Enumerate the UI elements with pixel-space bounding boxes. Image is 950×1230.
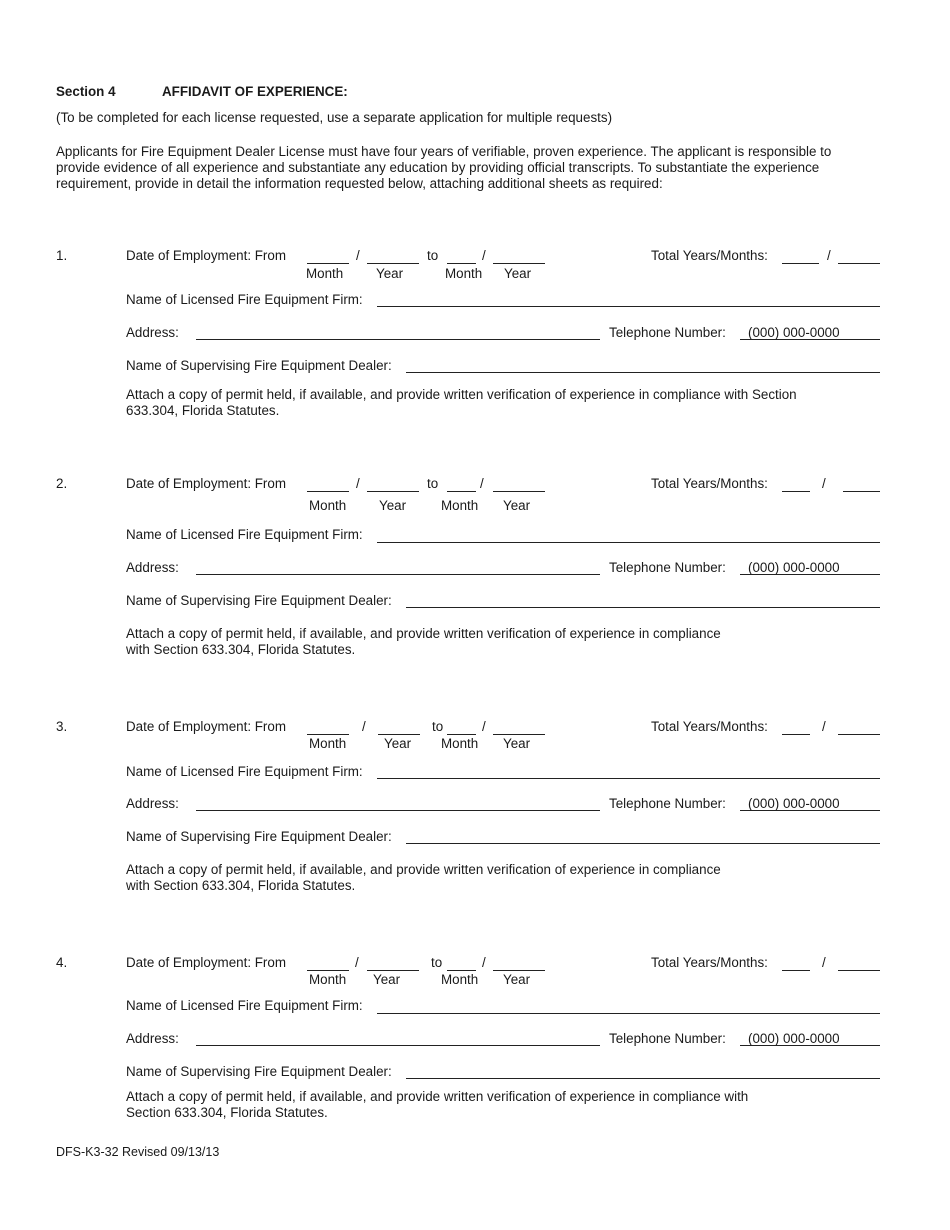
total-months-field[interactable] — [838, 263, 880, 264]
to-year-field[interactable] — [493, 491, 545, 492]
firm-label: Name of Licensed Fire Equipment Firm: — [126, 527, 363, 542]
dealer-name-field[interactable] — [406, 607, 880, 608]
entry-number: 2. — [56, 476, 68, 491]
address-field[interactable] — [196, 1045, 600, 1046]
year-caption: Year — [379, 498, 407, 513]
firm-name-field[interactable] — [377, 542, 880, 543]
from-month-field[interactable] — [307, 970, 349, 971]
year-caption: Year — [503, 498, 531, 513]
telephone-underline — [740, 574, 880, 575]
telephone-label: Telephone Number: — [609, 796, 726, 811]
telephone-underline — [740, 1045, 880, 1046]
intro-paragraph: Applicants for Fire Equipment Dealer License must have four years of verifiable, proven experience. The applicant is responsible to provide evidence of all experience and substantiate any education by providing official transcripts. To substantiate the experience requirement, provide in detail the information requested below, attaching additional sheets as required: — [56, 144, 832, 191]
attach-note-line2: with Section 633.304, Florida Statutes. — [126, 878, 356, 893]
year-caption: Year — [376, 266, 404, 281]
to-month-field[interactable] — [447, 491, 476, 492]
attach-note-line2: with Section 633.304, Florida Statutes. — [126, 642, 356, 657]
entry-number: 1. — [56, 248, 68, 263]
telephone-underline — [740, 810, 880, 811]
dealer-label: Name of Supervising Fire Equipment Dealer: — [126, 829, 392, 844]
dealer-label: Name of Supervising Fire Equipment Dealer: — [126, 593, 392, 608]
to-month-field[interactable] — [447, 263, 476, 264]
from-year-field[interactable] — [367, 491, 419, 492]
from-month-field[interactable] — [307, 263, 349, 264]
date-slash: / — [355, 955, 359, 970]
from-month-field[interactable] — [307, 734, 349, 735]
date-slash: / — [482, 955, 486, 970]
total-years-field[interactable] — [782, 491, 810, 492]
total-years-months-label: Total Years/Months: — [651, 719, 768, 734]
address-field[interactable] — [196, 810, 600, 811]
address-label: Address: — [126, 325, 179, 340]
dealer-name-field[interactable] — [406, 372, 880, 373]
to-label: to — [427, 476, 439, 491]
to-year-field[interactable] — [493, 970, 545, 971]
from-year-field[interactable] — [378, 734, 420, 735]
telephone-value[interactable]: (000) 000-0000 — [748, 325, 840, 340]
to-month-field[interactable] — [447, 734, 476, 735]
total-years-months-label: Total Years/Months: — [651, 248, 768, 263]
date-slash: / — [362, 719, 366, 734]
entry-number: 4. — [56, 955, 68, 970]
attach-note-line1: Attach a copy of permit held, if available, and provide written verification of experience in compliance — [126, 626, 721, 641]
year-caption: Year — [503, 736, 531, 751]
attach-note-line1: Attach a copy of permit held, if available, and provide written verification of experience in compliance — [126, 862, 721, 877]
month-caption: Month — [309, 498, 347, 513]
firm-label: Name of Licensed Fire Equipment Firm: — [126, 998, 363, 1013]
firm-label: Name of Licensed Fire Equipment Firm: — [126, 764, 363, 779]
date-slash: / — [356, 476, 360, 491]
attach-note-line1: Attach a copy of permit held, if available, and provide written verification of experience in compliance with Section — [126, 387, 797, 402]
instructions-subtitle: (To be completed for each license requested, use a separate application for multiple requests) — [56, 110, 613, 125]
month-caption: Month — [441, 498, 479, 513]
year-caption: Year — [384, 736, 412, 751]
total-slash: / — [827, 248, 831, 263]
telephone-underline — [740, 339, 880, 340]
to-label: to — [432, 719, 444, 734]
date-of-employment-label: Date of Employment: From — [126, 476, 286, 491]
year-caption: Year — [503, 972, 531, 987]
address-label: Address: — [126, 560, 179, 575]
month-caption: Month — [441, 972, 479, 987]
total-years-field[interactable] — [782, 734, 810, 735]
to-year-field[interactable] — [493, 263, 545, 264]
to-year-field[interactable] — [493, 734, 545, 735]
total-months-field[interactable] — [838, 970, 880, 971]
telephone-label: Telephone Number: — [609, 1031, 726, 1046]
date-of-employment-label: Date of Employment: From — [126, 248, 286, 263]
dealer-name-field[interactable] — [406, 843, 880, 844]
total-years-field[interactable] — [782, 970, 810, 971]
telephone-value[interactable]: (000) 000-0000 — [748, 796, 840, 811]
date-slash: / — [482, 248, 486, 263]
date-slash: / — [356, 248, 360, 263]
form-revision-footer: DFS-K3-32 Revised 09/13/13 — [56, 1145, 220, 1159]
attach-note-line2: Section 633.304, Florida Statutes. — [126, 1105, 328, 1120]
telephone-value[interactable]: (000) 000-0000 — [748, 560, 840, 575]
from-month-field[interactable] — [307, 491, 349, 492]
telephone-label: Telephone Number: — [609, 325, 726, 340]
date-of-employment-label: Date of Employment: From — [126, 955, 286, 970]
dealer-name-field[interactable] — [406, 1078, 880, 1079]
firm-label: Name of Licensed Fire Equipment Firm: — [126, 292, 363, 307]
firm-name-field[interactable] — [377, 778, 880, 779]
telephone-value[interactable]: (000) 000-0000 — [748, 1031, 840, 1046]
section-title: AFFIDAVIT OF EXPERIENCE: — [162, 84, 348, 99]
total-months-field[interactable] — [838, 734, 880, 735]
date-of-employment-label: Date of Employment: From — [126, 719, 286, 734]
total-years-field[interactable] — [782, 263, 819, 264]
date-slash: / — [482, 719, 486, 734]
month-caption: Month — [306, 266, 344, 281]
telephone-label: Telephone Number: — [609, 560, 726, 575]
to-label: to — [431, 955, 443, 970]
dealer-label: Name of Supervising Fire Equipment Dealer: — [126, 358, 392, 373]
to-month-field[interactable] — [447, 970, 476, 971]
address-field[interactable] — [196, 339, 600, 340]
date-slash: / — [480, 476, 484, 491]
firm-name-field[interactable] — [377, 306, 880, 307]
total-slash: / — [822, 955, 826, 970]
firm-name-field[interactable] — [377, 1013, 880, 1014]
total-years-months-label: Total Years/Months: — [651, 476, 768, 491]
attach-note-line2: 633.304, Florida Statutes. — [126, 403, 280, 418]
total-slash: / — [822, 719, 826, 734]
month-caption: Month — [309, 972, 347, 987]
attach-note-line1: Attach a copy of permit held, if available, and provide written verification of experience in compliance with — [126, 1089, 749, 1104]
entry-number: 3. — [56, 719, 68, 734]
address-label: Address: — [126, 796, 179, 811]
month-caption: Month — [309, 736, 347, 751]
year-caption: Year — [504, 266, 532, 281]
month-caption: Month — [445, 266, 483, 281]
from-year-field[interactable] — [367, 970, 419, 971]
month-caption: Month — [441, 736, 479, 751]
total-months-field[interactable] — [843, 491, 880, 492]
year-caption: Year — [373, 972, 401, 987]
dealer-label: Name of Supervising Fire Equipment Dealer: — [126, 1064, 392, 1079]
total-years-months-label: Total Years/Months: — [651, 955, 768, 970]
address-field[interactable] — [196, 574, 600, 575]
to-label: to — [427, 248, 439, 263]
total-slash: / — [822, 476, 826, 491]
from-year-field[interactable] — [367, 263, 419, 264]
section-number: Section 4 — [56, 84, 116, 99]
address-label: Address: — [126, 1031, 179, 1046]
